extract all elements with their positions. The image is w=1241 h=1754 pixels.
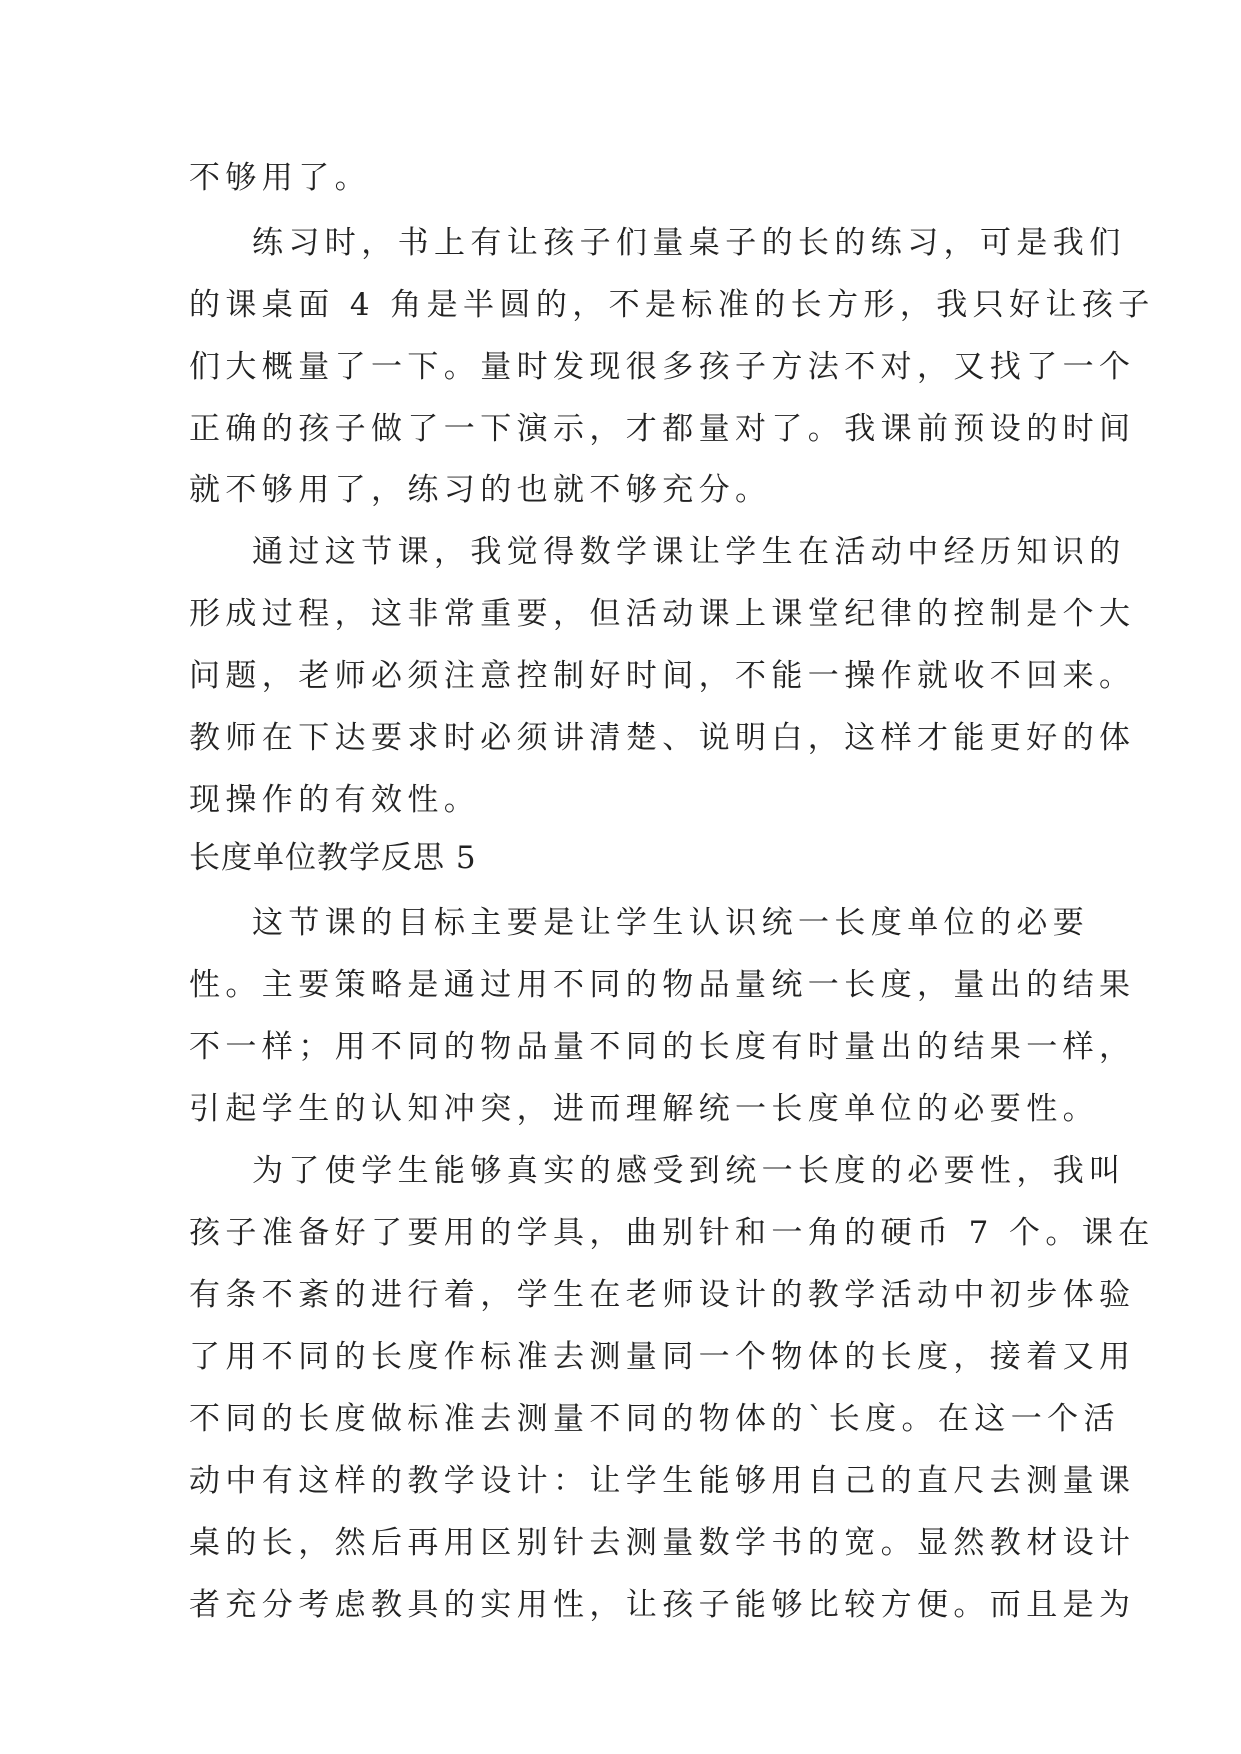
text-line: 有条不紊的进行着，学生在老师设计的教学活动中初步体验 bbox=[189, 1277, 1136, 1313]
paragraph-first-line: 练习时，书上有让孩子们量桌子的长的练习，可是我们 bbox=[252, 225, 1126, 261]
text-line: 教师在下达要求时必须讲清楚、说明白，这样才能更好的体 bbox=[189, 720, 1136, 756]
text-line: 孩子准备好了要用的学具，曲别针和一角的硬币 7 个。课在 bbox=[189, 1215, 1155, 1251]
paragraph-first-line: 这节课的目标主要是让学生认识统一长度单位的必要 bbox=[252, 905, 1090, 941]
text-line: 引起学生的认知冲突，进而理解统一长度单位的必要性。 bbox=[189, 1091, 1099, 1127]
text-line: 桌的长，然后再用区别针去测量数学书的宽。显然教材设计 bbox=[189, 1525, 1136, 1561]
text-line: 了用不同的长度作标准去测量同一个物体的长度，接着又用 bbox=[189, 1339, 1136, 1375]
text-line: 的课桌面 4 角是半圆的，不是标准的长方形，我只好让孩子 bbox=[189, 287, 1155, 323]
text-line: 们大概量了一下。量时发现很多孩子方法不对，又找了一个 bbox=[189, 349, 1136, 385]
text-line: 不同的长度做标准去测量不同的物体的`长度。在这一个活 bbox=[189, 1401, 1120, 1437]
paragraph-first-line: 为了使学生能够真实的感受到统一长度的必要性，我叫 bbox=[252, 1153, 1126, 1189]
text-line: 正确的孩子做了一下演示，才都量对了。我课前预设的时间 bbox=[189, 411, 1136, 447]
text-line: 就不够用了，练习的也就不够充分。 bbox=[189, 472, 772, 508]
section-heading: 长度单位教学反思 5 bbox=[189, 840, 477, 876]
paragraph-first-line: 通过这节课，我觉得数学课让学生在活动中经历知识的 bbox=[252, 534, 1126, 570]
text-line: 性。主要策略是通过用不同的物品量统一长度，量出的结果 bbox=[189, 967, 1136, 1003]
text-line: 形成过程，这非常重要，但活动课上课堂纪律的控制是个大 bbox=[189, 596, 1136, 632]
text-line: 现操作的有效性。 bbox=[189, 782, 481, 818]
text-line: 动中有这样的教学设计：让学生能够用自己的直尺去测量课 bbox=[189, 1463, 1136, 1499]
text-line: 不一样；用不同的物品量不同的长度有时量出的结果一样， bbox=[189, 1029, 1136, 1065]
text-line: 问题，老师必须注意控制好时间，不能一操作就收不回来。 bbox=[189, 658, 1136, 694]
text-line: 者充分考虑教具的实用性，让孩子能够比较方便。而且是为 bbox=[189, 1587, 1136, 1623]
text-line: 不够用了。 bbox=[189, 160, 371, 196]
